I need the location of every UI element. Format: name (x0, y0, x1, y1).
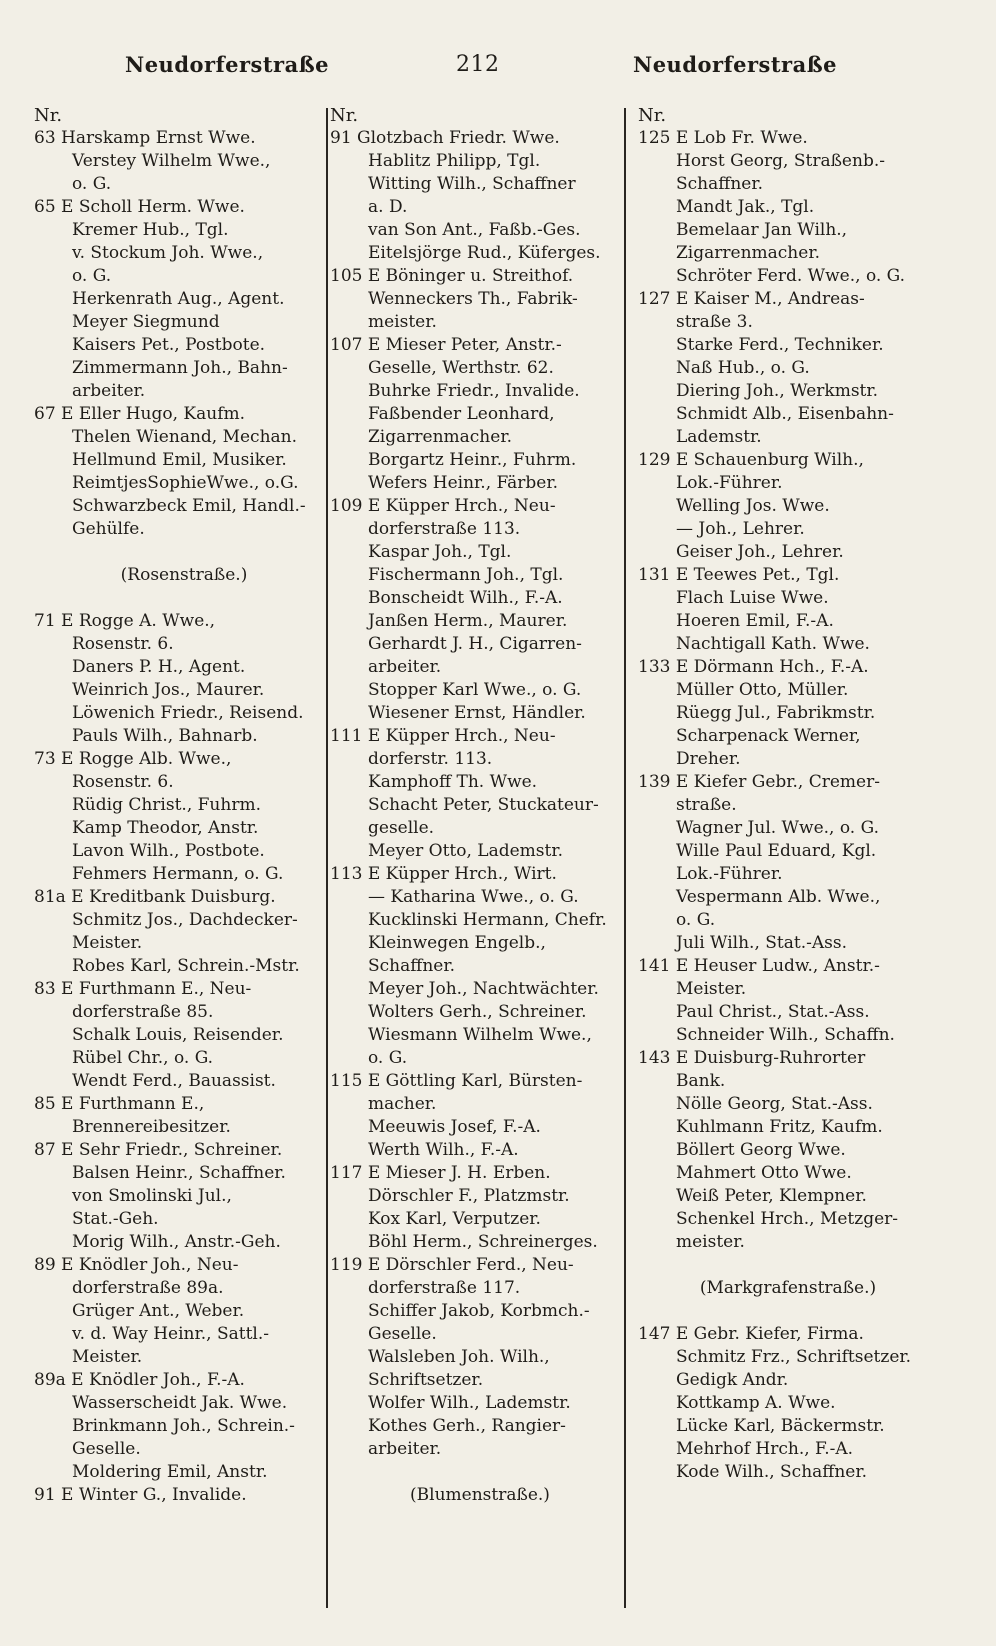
entry-line: 89 E Knödler Joh., Neu- (34, 1255, 239, 1275)
entry-line: Hablitz Philipp, Tgl. (368, 151, 541, 171)
entry-line: Wiesmann Wilhelm Wwe., (368, 1025, 592, 1045)
entry-line: o. G. (368, 1048, 408, 1068)
entry-line: Starke Ferd., Techniker. (676, 335, 884, 355)
entry-line: Kaisers Pet., Postbote. (72, 335, 266, 355)
entry-line: Lavon Wilh., Postbote. (72, 841, 265, 861)
entry-line: Schwarzbeck Emil, Handl.- (72, 496, 306, 516)
header-street-left: Neudorferstraße (125, 52, 330, 77)
entry-line: Brennereibesitzer. (72, 1117, 231, 1137)
entry-line: Welling Jos. Wwe. (676, 496, 830, 516)
entry-line (34, 541, 334, 564)
entry-line: Fehmers Hermann, o. G. (72, 864, 284, 884)
entry-line: Kox Karl, Verputzer. (368, 1209, 541, 1229)
entry-line: Müller Otto, Müller. (676, 680, 849, 700)
entry-line: Geiser Joh., Lehrer. (676, 542, 844, 562)
entry-line: Zigarrenmacher. (368, 427, 512, 447)
entry-line: arbeiter. (72, 381, 146, 401)
entry-line: Balsen Heinr., Schaffner. (72, 1163, 286, 1183)
entry-line: 139 E Kiefer Gebr., Cremer- (638, 772, 880, 792)
entry-line: Schriftsetzer. (368, 1370, 484, 1390)
entry-line: 107 E Mieser Peter, Anstr.- (330, 335, 562, 355)
entry-line: Wasserscheidt Jak. Wwe. (72, 1393, 288, 1413)
entry-line: 119 E Dörschler Ferd., Neu- (330, 1255, 574, 1275)
entry-line: Schacht Peter, Stuckateur- (368, 795, 599, 815)
entry-line: 71 E Rogge A. Wwe., (34, 611, 216, 631)
entry-line: Meister. (72, 933, 143, 953)
entry-line (638, 1254, 938, 1277)
entry-line: Nachtigall Kath. Wwe. (676, 634, 870, 654)
entry-line: Gedigk Andr. (676, 1370, 789, 1390)
entry-line: dorferstr. 113. (368, 749, 493, 769)
entry-line: Diering Joh., Werkmstr. (676, 381, 879, 401)
entry-line: 91 Glotzbach Friedr. Wwe. (330, 128, 560, 148)
entry-line: Wille Paul Eduard, Kgl. (676, 841, 877, 861)
entry-line: o. G. (72, 174, 112, 194)
entry-line: Kucklinski Hermann, Chefr. (368, 910, 607, 930)
entry-line: Hellmund Emil, Musiker. (72, 450, 287, 470)
entry-line (34, 587, 334, 610)
entry-line: Schaffner. (368, 956, 456, 976)
entry-line: 87 E Sehr Friedr., Schreiner. (34, 1140, 283, 1160)
entry-line: ReimtjesSophieWwe., o.G. (72, 473, 299, 493)
entry-line: Lok.-Führer. (676, 473, 783, 493)
entry-line: — Joh., Lehrer. (676, 519, 805, 539)
entry-line: Naß Hub., o. G. (676, 358, 810, 378)
entry-line: Nr. (34, 105, 63, 126)
entry-line: Lok.-Führer. (676, 864, 783, 884)
entry-line: Mahmert Otto Wwe. (676, 1163, 852, 1183)
entry-line: 65 E Scholl Herm. Wwe. (34, 197, 245, 217)
entry-line: dorferstraße 113. (368, 519, 521, 539)
entry-line: Lademstr. (676, 427, 762, 447)
entry-line: Rosenstr. 6. (72, 772, 174, 792)
entry-line: Kamphoff Th. Wwe. (368, 772, 538, 792)
entry-line: Brinkmann Joh., Schrein.- (72, 1416, 295, 1436)
entry-line: Kode Wilh., Schaffner. (676, 1462, 868, 1482)
entry-line: meister. (676, 1232, 745, 1252)
entry-line: Flach Luise Wwe. (676, 588, 829, 608)
entry-line: arbeiter. (368, 1439, 442, 1459)
entry-line: geselle. (368, 818, 435, 838)
entry-line: Weiß Peter, Klempner. (676, 1186, 867, 1206)
entry-line: Wolters Gerh., Schreiner. (368, 1002, 587, 1022)
entry-line: dorferstraße 85. (72, 1002, 214, 1022)
entry-line: Vespermann Alb. Wwe., (676, 887, 881, 907)
entry-line: Nr. (638, 105, 667, 126)
entry-line: dorferstraße 89a. (72, 1278, 224, 1298)
entry-line: Hoeren Emil, F.-A. (676, 611, 834, 631)
entry-line: 73 E Rogge Alb. Wwe., (34, 749, 232, 769)
entry-line: Mandt Jak., Tgl. (676, 197, 815, 217)
entry-line: Eitelsjörge Rud., Küferges. (368, 243, 601, 263)
entry-line: (Rosenstraße.) (120, 565, 248, 585)
entry-line: Thelen Wienand, Mechan. (72, 427, 298, 447)
entry-line: Schmitz Frz., Schriftsetzer. (676, 1347, 912, 1367)
entry-line: 143 E Duisburg-Ruhrorter (638, 1048, 866, 1068)
entry-line: Kamp Theodor, Anstr. (72, 818, 259, 838)
column-3 (638, 104, 938, 1484)
entry-line: Meyer Otto, Lademstr. (368, 841, 564, 861)
entry-line: Schneider Wilh., Schaffn. (676, 1025, 895, 1045)
entry-line: 125 E Lob Fr. Wwe. (638, 128, 808, 148)
entry-line: Witting Wilh., Schaffner (368, 174, 576, 194)
entry-line: 85 E Furthmann E., (34, 1094, 205, 1114)
entry-line: straße 3. (676, 312, 753, 332)
entry-line: Borgartz Heinr., Fuhrm. (368, 450, 577, 470)
entry-line: Löwenich Friedr., Reisend. (72, 703, 304, 723)
entry-line: meister. (368, 312, 437, 332)
entry-line: Kothes Gerh., Rangier- (368, 1416, 566, 1436)
entry-line: Meeuwis Josef, F.-A. (368, 1117, 541, 1137)
entry-line: Schmitz Jos., Dachdecker- (72, 910, 298, 930)
entry-line: Bonscheidt Wilh., F.-A. (368, 588, 563, 608)
entry-line: Kottkamp A. Wwe. (676, 1393, 836, 1413)
entry-line: 131 E Teewes Pet., Tgl. (638, 565, 840, 585)
entry-line: Rübel Chr., o. G. (72, 1048, 214, 1068)
entry-line: Wagner Jul. Wwe., o. G. (676, 818, 879, 838)
entry-line: Dörschler F., Platzmstr. (368, 1186, 570, 1206)
entry-line: — Katharina Wwe., o. G. (368, 887, 579, 907)
entry-line: Pauls Wilh., Bahnarb. (72, 726, 258, 746)
entry-line: 113 E Küpper Hrch., Wirt. (330, 864, 557, 884)
entry-line: Schaffner. (676, 174, 764, 194)
entry-line: Schmidt Alb., Eisenbahn- (676, 404, 894, 424)
entry-line: Kaspar Joh., Tgl. (368, 542, 512, 562)
entry-line: Rüegg Jul., Fabrikmstr. (676, 703, 876, 723)
entry-line (330, 1461, 630, 1484)
entry-line: 105 E Böninger u. Streithof. (330, 266, 574, 286)
entry-line: Schenkel Hrch., Metzger- (676, 1209, 899, 1229)
entry-line: macher. (368, 1094, 437, 1114)
entry-line: Scharpenack Werner, (676, 726, 861, 746)
entry-line: von Smolinski Jul., (72, 1186, 232, 1206)
entry-line: 67 E Eller Hugo, Kaufm. (34, 404, 246, 424)
entry-line: Herkenrath Aug., Agent. (72, 289, 285, 309)
page-number: 212 (456, 52, 500, 77)
entry-line: Robes Karl, Schrein.-Mstr. (72, 956, 300, 976)
entry-line: Bemelaar Jan Wilh., (676, 220, 848, 240)
entry-line: 63 Harskamp Ernst Wwe. (34, 128, 256, 148)
entry-line: Rosenstr. 6. (72, 634, 174, 654)
page-header (0, 52, 996, 92)
entry-line: dorferstraße 117. (368, 1278, 521, 1298)
entry-line: 117 E Mieser J. H. Erben. (330, 1163, 551, 1183)
entry-line: Nölle Georg, Stat.-Ass. (676, 1094, 873, 1114)
entry-line: 115 E Göttling Karl, Bürsten- (330, 1071, 583, 1091)
entry-line: v. d. Way Heinr., Sattl.- (72, 1324, 269, 1344)
entry-line: Grüger Ant., Weber. (72, 1301, 245, 1321)
entry-line: Meister. (676, 979, 747, 999)
entry-line: Wiesener Ernst, Händler. (368, 703, 586, 723)
entry-line: Wenneckers Th., Fabrik- (368, 289, 578, 309)
entry-line: Wendt Ferd., Bauassist. (72, 1071, 276, 1091)
entry-line: Schröter Ferd. Wwe., o. G. (676, 266, 906, 286)
entry-line: 91 E Winter G., Invalide. (34, 1485, 247, 1505)
column-1 (34, 104, 334, 1507)
entry-line: v. Stockum Joh. Wwe., (72, 243, 264, 263)
entry-line: van Son Ant., Faßb.-Ges. (368, 220, 581, 240)
entry-line: Janßen Herm., Maurer. (368, 611, 568, 631)
entry-line: Bank. (676, 1071, 726, 1091)
entry-line: Gehülfe. (72, 519, 145, 539)
entry-line: Geselle. (72, 1439, 141, 1459)
entry-line: Schalk Louis, Reisender. (72, 1025, 284, 1045)
entry-line: Rüdig Christ., Fuhrm. (72, 795, 261, 815)
entry-line: Faßbender Leonhard, (368, 404, 555, 424)
entry-line: 141 E Heuser Ludw., Anstr.- (638, 956, 880, 976)
entry-line: Gerhardt J. H., Cigarren- (368, 634, 582, 654)
entry-line: Zigarrenmacher. (676, 243, 820, 263)
entry-line: 109 E Küpper Hrch., Neu- (330, 496, 556, 516)
entry-line: Wolfer Wilh., Lademstr. (368, 1393, 571, 1413)
entry-line: Wefers Heinr., Färber. (368, 473, 559, 493)
entry-line: 129 E Schauenburg Wilh., (638, 450, 864, 470)
entry-line (638, 1300, 938, 1323)
entry-line: 133 E Dörmann Hch., F.-A. (638, 657, 869, 677)
entry-line: Kuhlmann Fritz, Kaufm. (676, 1117, 883, 1137)
entry-line: Stat.-Geh. (72, 1209, 159, 1229)
entry-line: Juli Wilh., Stat.-Ass. (676, 933, 847, 953)
entry-line: Meyer Joh., Nachtwächter. (368, 979, 599, 999)
entry-line: Werth Wilh., F.-A. (368, 1140, 519, 1160)
entry-line: Lücke Karl, Bäckermstr. (676, 1416, 885, 1436)
entry-line: Geselle. (368, 1324, 437, 1344)
entry-line: Böllert Georg Wwe. (676, 1140, 846, 1160)
entry-line: Fischermann Joh., Tgl. (368, 565, 564, 585)
entry-line: Schiffer Jakob, Korbmch.- (368, 1301, 590, 1321)
entry-line: Daners P. H., Agent. (72, 657, 246, 677)
entry-line: 89a E Knödler Joh., F.-A. (34, 1370, 245, 1390)
entry-line: 111 E Küpper Hrch., Neu- (330, 726, 556, 746)
entry-line: Böhl Herm., Schreinerges. (368, 1232, 598, 1252)
entry-line: Moldering Emil, Anstr. (72, 1462, 268, 1482)
entry-line: Meister. (72, 1347, 143, 1367)
entry-line: 127 E Kaiser M., Andreas- (638, 289, 865, 309)
entry-line: Mehrhof Hrch., F.-A. (676, 1439, 854, 1459)
entry-line: Morig Wilh., Anstr.-Geh. (72, 1232, 281, 1252)
entry-line: a. D. (368, 197, 408, 217)
entry-line: Dreher. (676, 749, 741, 769)
header-street-right: Neudorferstraße (633, 52, 838, 77)
entry-line: 83 E Furthmann E., Neu- (34, 979, 252, 999)
entry-line: Meyer Siegmund (72, 312, 220, 332)
entry-line: o. G. (72, 266, 112, 286)
entry-line: (Markgrafenstraße.) (699, 1278, 877, 1298)
entry-line: Nr. (330, 105, 359, 126)
entry-line: Stopper Karl Wwe., o. G. (368, 680, 582, 700)
entry-line: Verstey Wilhelm Wwe., (72, 151, 271, 171)
entry-line: Buhrke Friedr., Invalide. (368, 381, 580, 401)
entry-line: Paul Christ., Stat.-Ass. (676, 1002, 870, 1022)
entry-line: Weinrich Jos., Maurer. (72, 680, 265, 700)
column-2 (330, 104, 630, 1507)
entry-line: (Blumenstraße.) (410, 1485, 550, 1505)
entry-line: Horst Georg, Straßenb.- (676, 151, 885, 171)
entry-line: Walsleben Joh. Wilh., (368, 1347, 550, 1367)
entry-line: 147 E Gebr. Kiefer, Firma. (638, 1324, 864, 1344)
entry-line: Kremer Hub., Tgl. (72, 220, 229, 240)
entry-line: Zimmermann Joh., Bahn- (72, 358, 288, 378)
entry-line: 81a E Kreditbank Duisburg. (34, 887, 276, 907)
entry-line: arbeiter. (368, 657, 442, 677)
entry-line: straße. (676, 795, 737, 815)
entry-line: Geselle, Werthstr. 62. (368, 358, 554, 378)
entry-line: Kleinwegen Engelb., (368, 933, 546, 953)
entry-line: o. G. (676, 910, 716, 930)
